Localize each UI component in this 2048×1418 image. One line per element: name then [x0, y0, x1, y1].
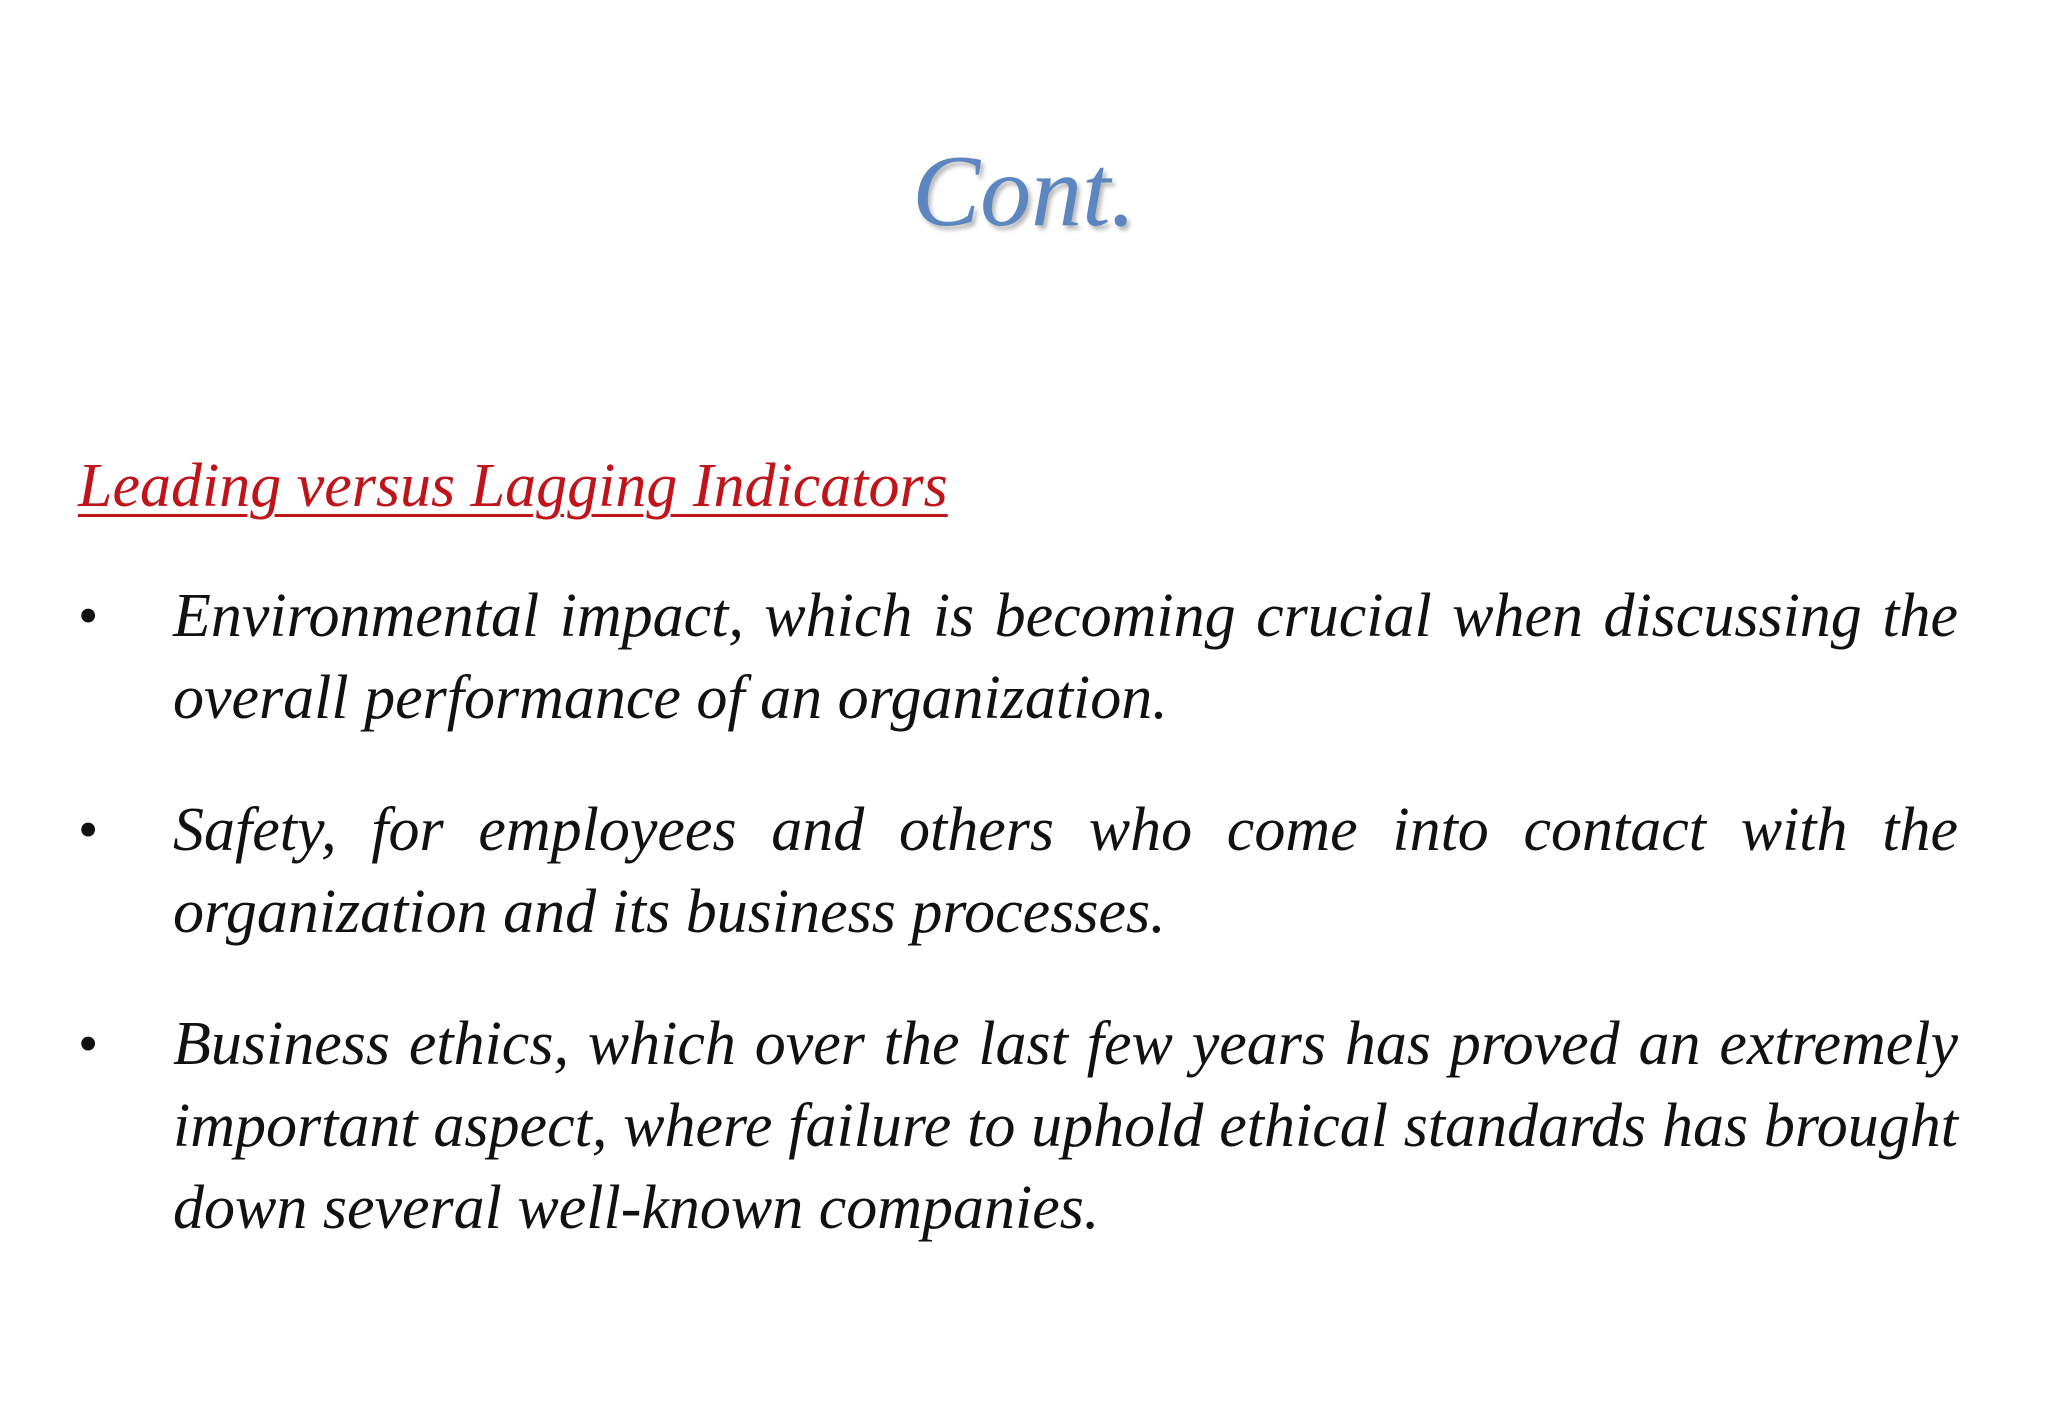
bullet-item-safety — [0, 789, 2048, 953]
bullet-icon: • — [78, 583, 99, 648]
bullet-icon: • — [78, 1011, 99, 1076]
bullet-item-business-ethics — [0, 1003, 2048, 1249]
bullet-text: Environmental impact, which is becoming crucial when discussing the overall performance of an organization. — [173, 582, 1958, 732]
slide-title: Cont. — [912, 135, 1136, 248]
bullet-text: Safety, for employees and others who come into contact with the organization and its business processes. — [173, 796, 1958, 946]
section-heading: Leading versus Lagging Indicators — [78, 452, 948, 520]
bullet-item-environmental-impact — [0, 575, 2048, 739]
bullet-icon: • — [78, 797, 99, 862]
bullet-text: Business ethics, which over the last few years has proved an extremely important aspect, where failure to uphold ethical standards has brought down several well-known companies. — [173, 1010, 1958, 1242]
bullet-list — [0, 575, 2048, 1299]
